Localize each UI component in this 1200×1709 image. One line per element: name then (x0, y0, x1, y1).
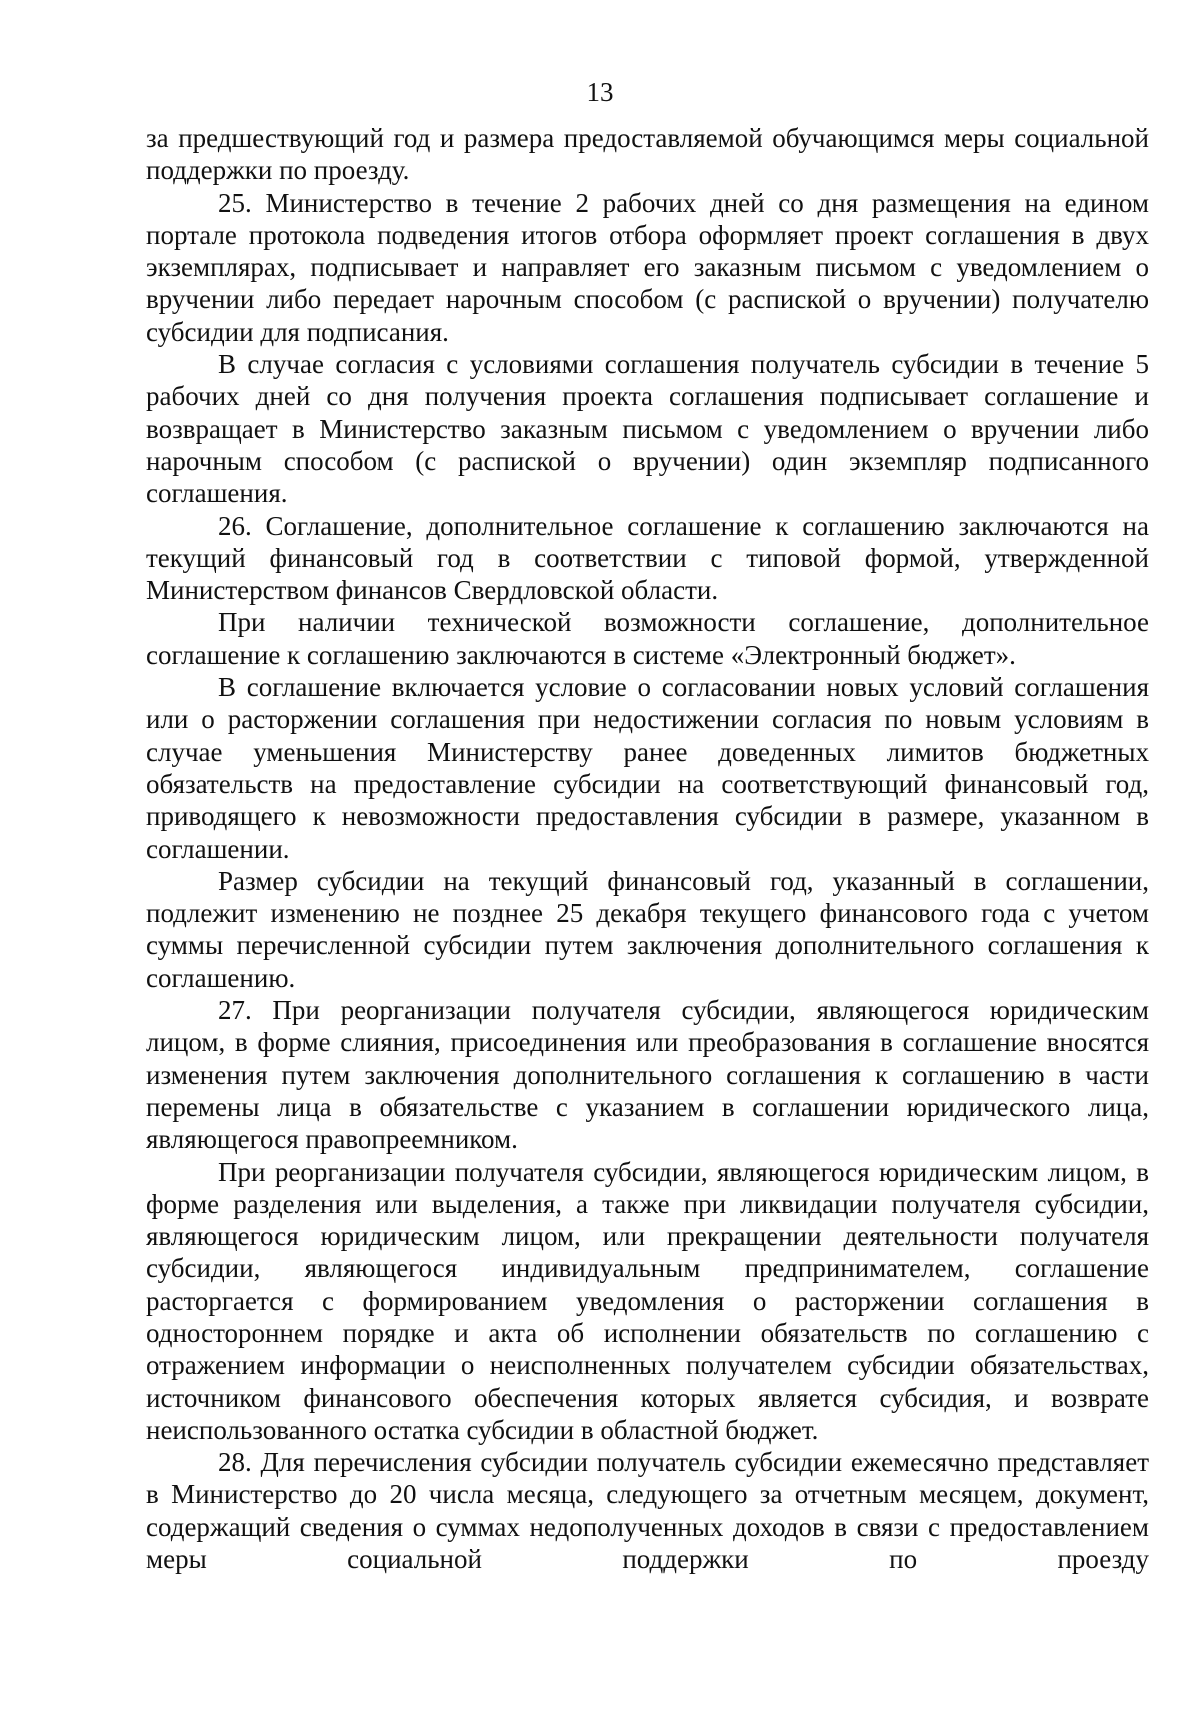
paragraph-reorganization: При реорганизации получателя субсидии, являющегося юридическим лицом, в форме разделения или выделения, а также при ликвидации получателя субсидии, являющегося юридическим лицом, или прекращении деятельности получателя субсидии, являющегося индивидуальным предпринимателем, соглашение расторгается с формированием уведомления о расторжении соглашения в одностороннем порядке и акта об исполнении обязательств по соглашению с отражением информации о неисполненных получателем субсидии обязательствах, источником финансового обеспечения которых является субсидия, и возврате неиспользованного остатка субсидии в областной бюджет. (146, 1156, 1149, 1445)
page-number: 13 (586, 77, 614, 107)
paragraph-item-27: 27. При реорганизации получателя субсидии, являющегося юридическим лицом, в форме слияния, присоединения или преобразования в соглашение вносятся изменения путем заключения дополнительного соглашения к соглашению в части перемены лица в обязательстве с указанием в соглашении юридического лица, являющегося правопреемником. (146, 995, 1149, 1155)
paragraph-new-conditions: В соглашение включается условие о согласовании новых условий соглашения или о расторжении соглашения при недостижении согласия по новым условиям в случае уменьшения Министерству ранее доведенных лимитов бюджетных обязательств на предоставление субсидии на соответствующий финансовый год, приводящего к невозможности предоставления субсидии в размере, указанном в соглашении. (146, 672, 1149, 864)
paragraph-item-26: 26. Соглашение, дополнительное соглашение к соглашению заключаются на текущий финансовый год в соответствии с типовой формой, утвержденной Министерством финансов Свердловской области. (146, 510, 1149, 606)
paragraph-electronic-budget: При наличии технической возможности соглашение, дополнительное соглашение к соглашению заключаются в системе «Электронный бюджет». (146, 607, 1149, 670)
paragraph-continuation: за предшествующий год и размера предоставляемой обучающимся меры социальной поддержки по проезду. (146, 123, 1149, 186)
paragraph-item-25: 25. Министерство в течение 2 рабочих дней со дня размещения на едином портале протокола подведения итогов отбора оформляет проект соглашения в двух экземплярах, подписывает и направляет его заказным письмом с уведомлением о вручении либо передает нарочным способом (с распиской о вручении) получателю субсидии для подписания. (146, 187, 1149, 347)
document-body (146, 122, 1149, 1575)
paragraph-agreement-consent: В случае согласия с условиями соглашения получатель субсидии в течение 5 рабочих дней со дня получения проекта соглашения подписывает соглашение и возвращает в Министерство заказным письмом с уведомлением о вручении либо нарочным способом (с распиской о вручении) один экземпляр подписанного соглашения. (146, 349, 1149, 509)
paragraph-subsidy-amount: Размер субсидии на текущий финансовый год, указанный в соглашении, подлежит изменению не позднее 25 декабря текущего финансового года с учетом суммы перечисленной субсидии путем заключения дополнительного соглашения к соглашению. (146, 865, 1149, 993)
paragraph-item-28: 28. Для перечисления субсидии получатель субсидии ежемесячно представляет в Министерство до 20 числа месяца, следующего за отчетным месяцем, документ, содержащий сведения о суммах недополученных доходов в связи с предоставлением меры социальной поддержки по проезду (146, 1447, 1149, 1575)
